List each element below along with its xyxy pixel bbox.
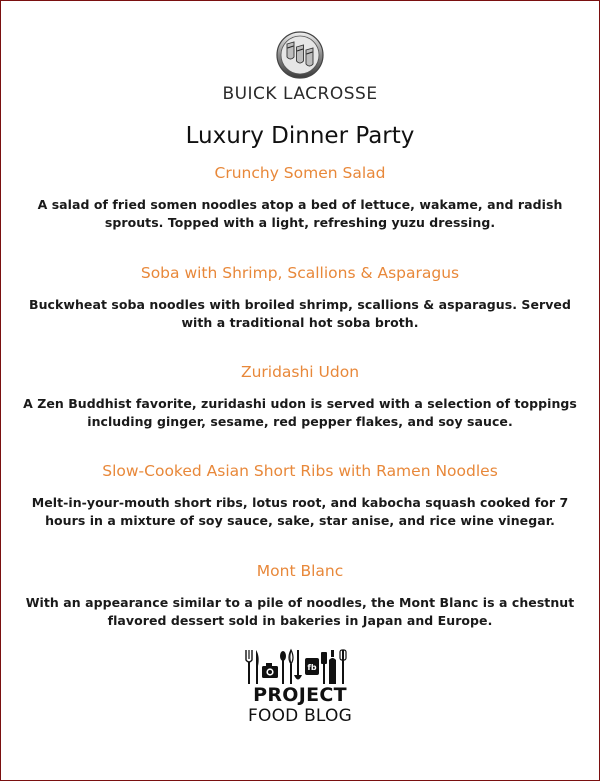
buick-logo-svg bbox=[275, 30, 325, 80]
course-3 bbox=[0, 362, 600, 431]
course-5 bbox=[0, 561, 600, 630]
course-name: Mont Blanc bbox=[256, 562, 344, 580]
course-name: Crunchy Somen Salad bbox=[214, 164, 386, 182]
buick-tri-shield-icon bbox=[0, 30, 600, 84]
brand-name: BUICK LACROSSE bbox=[222, 84, 378, 104]
course-4 bbox=[0, 461, 600, 530]
project-food-blog-utensils-logo bbox=[0, 648, 600, 688]
course-name: Soba with Shrimp, Scallions & Asparagus bbox=[140, 264, 460, 282]
course-name: Slow-Cooked Asian Short Ribs with Ramen Noodles bbox=[102, 462, 498, 480]
course-2 bbox=[0, 263, 600, 332]
course-1 bbox=[0, 163, 600, 232]
course-description: With an appearance similar to a pile of noodles, the Mont Blanc is a chestnut flavored dessert sold in bakeries in Japan and Europe. bbox=[25, 595, 575, 628]
course-description: A salad of fried somen noodles atop a bed of lettuce, wakame, and radish sprouts. Topped with a light, refreshing yuzu dressing. bbox=[37, 197, 563, 230]
fb-badge-text: fb bbox=[307, 663, 317, 672]
page-title: Luxury Dinner Party bbox=[185, 123, 415, 149]
course-description: A Zen Buddhist favorite, zuridashi udon is served with a selection of toppings including ginger, sesame, red pepper flakes, and soy sauce. bbox=[23, 396, 577, 429]
utensils-icon bbox=[245, 648, 355, 684]
footer-logo-line1: PROJECT bbox=[253, 684, 347, 706]
course-description: Melt-in-your-mouth short ribs, lotus root, and kabocha squash cooked for 7 hours in a mixture of soy sauce, sake, star anise, and rice wine vinegar. bbox=[31, 495, 569, 528]
course-name: Zuridashi Udon bbox=[240, 363, 360, 381]
course-description: Buckwheat soba noodles with broiled shrimp, scallions & asparagus. Served with a traditional hot soba broth. bbox=[29, 297, 571, 330]
footer-logo-line2: FOOD BLOG bbox=[248, 706, 352, 726]
